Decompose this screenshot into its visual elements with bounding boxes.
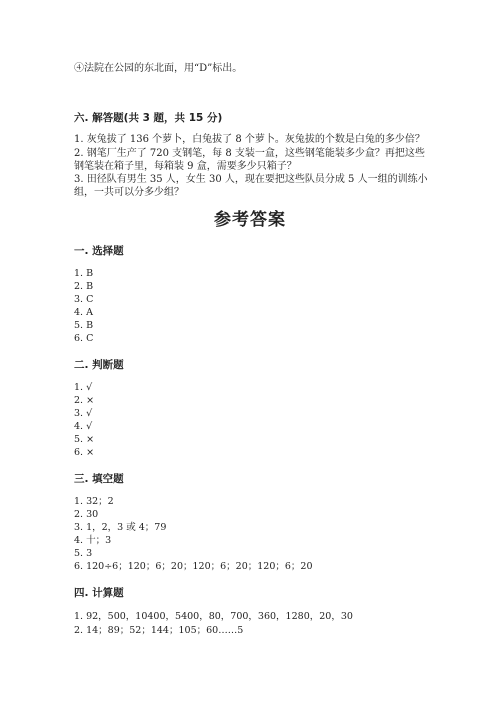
- answer-item: 4. A: [74, 307, 93, 318]
- answer-item: 2. ×: [74, 395, 95, 406]
- part-3-heading: 三. 填空题: [74, 473, 124, 485]
- answer-title: 参考答案: [214, 210, 286, 230]
- answer-item: 3. √: [74, 408, 93, 419]
- question-2-line-2: 钢笔装在箱子里，每箱装 9 盒，需要多少只箱子？: [74, 161, 297, 172]
- answer-item: 3. C: [74, 294, 94, 305]
- part-4-heading: 四. 计算题: [74, 587, 124, 599]
- answer-item: 2. B: [74, 281, 94, 292]
- part-2-heading: 二. 判断题: [74, 359, 124, 371]
- question-1: 1. 灰兔拔了 136 个萝卜，白兔拔了 8 个萝卜。灰兔拔的个数是白兔的多少倍？: [74, 134, 425, 145]
- question-item-4: ④法院在公园的东北面，用“D”标出。: [74, 63, 243, 74]
- answer-item: 4. 十；3: [74, 535, 112, 546]
- answer-item: 1. 32；2: [74, 496, 114, 507]
- answer-item: 6. ×: [74, 447, 95, 458]
- answer-item: 4. √: [74, 421, 93, 432]
- answer-item: 5. ×: [74, 434, 95, 445]
- question-2-line-1: 2. 钢笔厂生产了 720 支钢笔，每 8 支装一盒，这些钢笔能装多少盒？再把这些: [74, 148, 425, 159]
- answer-item: 5. 3: [74, 548, 93, 559]
- answer-item: 1. √: [74, 382, 93, 393]
- question-3-line-1: 3. 田径队有男生 35 人，女生 30 人，现在要把这些队员分成 5 人一组的训练小: [74, 174, 428, 185]
- question-3-line-2: 组，一共可以分多少组？: [74, 187, 184, 198]
- answer-item: 1. B: [74, 268, 94, 279]
- section-6-heading: 六. 解答题(共 3 题，共 15 分): [74, 112, 223, 124]
- answer-item: 2. 30: [74, 509, 99, 520]
- answer-item: 6. 120÷6；120；6；20；120；6；20；120；6；20: [74, 561, 313, 572]
- answer-item: 3. 1，2，3 或 4；79: [74, 522, 167, 533]
- answer-item: 5. B: [74, 320, 94, 331]
- part-1-heading: 一. 选择题: [74, 245, 124, 257]
- answer-item: 1. 92，500，10400，5400，80，700，360，1280，20，30: [74, 611, 353, 622]
- answer-item: 6. C: [74, 333, 94, 344]
- answer-item: 2. 14；89；52；144；105；60……5: [74, 625, 244, 636]
